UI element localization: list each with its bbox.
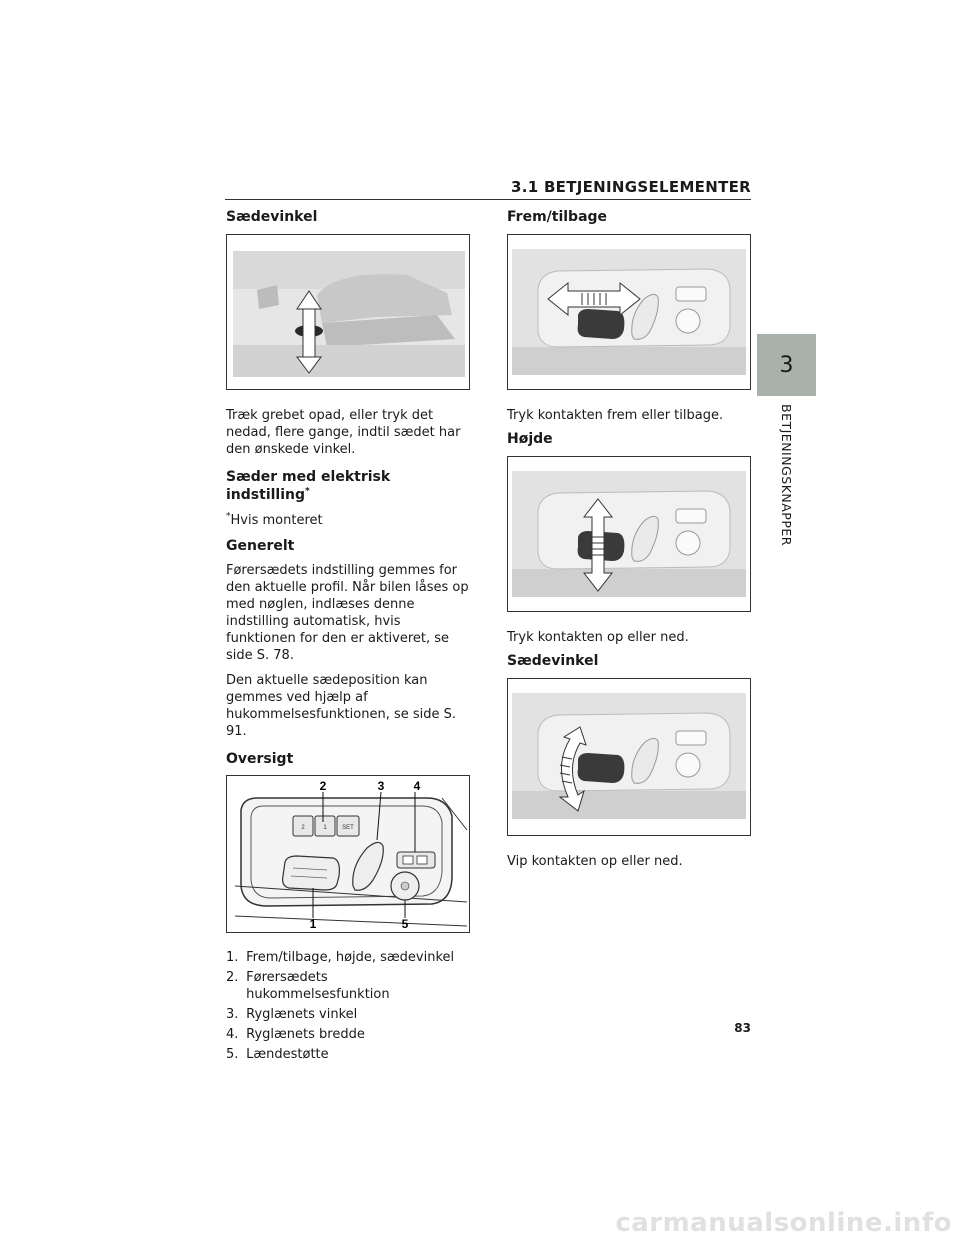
general-heading: Generelt bbox=[226, 538, 295, 554]
height-figure bbox=[507, 456, 751, 612]
watermark: carmanualsonline.info bbox=[615, 1208, 952, 1238]
page-number: 83 bbox=[734, 1021, 751, 1035]
list-item: 2. Førersædets hukommelsesfunktion bbox=[226, 970, 390, 1002]
forward-back-heading: Frem/tilbage bbox=[507, 209, 608, 225]
chapter-tab bbox=[757, 334, 816, 396]
electric-seats-heading: Sæder med elektrisk indstilling* bbox=[226, 469, 391, 503]
footnote: *Hvis monteret bbox=[226, 511, 323, 528]
general-paragraph-2: Den aktuelle sædeposition kan gemmes ved hjælp af hukommelsesfunktionen, se side S. 91. bbox=[226, 673, 457, 739]
panel-button-2: 2 bbox=[301, 825, 305, 831]
seat-angle-switch-text: Vip kontakten op eller ned. bbox=[507, 854, 683, 869]
list-item: 4. Ryglænets bredde bbox=[226, 1027, 365, 1042]
seat-angle-text: Træk grebet opad, eller tryk det nedad, flere gange, indtil sædet har den ønskede vinkel. bbox=[226, 408, 461, 457]
panel-button-set: SET bbox=[342, 825, 354, 831]
seat-angle-switch-figure bbox=[507, 678, 751, 836]
overview-heading: Oversigt bbox=[226, 751, 294, 767]
right-column bbox=[507, 208, 751, 870]
chapter-number: 3 bbox=[779, 352, 794, 378]
height-heading: Højde bbox=[507, 431, 553, 447]
height-text: Tryk kontakten op eller ned. bbox=[507, 630, 689, 645]
section-header: 3.1 BETJENINGSELEMENTER bbox=[510, 178, 751, 196]
callout-3: 3 bbox=[377, 779, 385, 793]
list-item: 5. Lændestøtte bbox=[226, 1047, 329, 1062]
general-paragraph-1: Førersædets indstilling gemmes for den aktuelle profil. Når bilen låses op med nøglen, indlæses denne indstilling automatisk, hvis funktionen for den er aktiveret, se side S. 78. bbox=[226, 563, 469, 663]
asterisk-marker: * bbox=[305, 486, 310, 497]
seat-angle-heading-right: Sædevinkel bbox=[507, 653, 599, 669]
seat-angle-heading: Sædevinkel bbox=[226, 209, 318, 225]
callout-5: 5 bbox=[401, 917, 409, 931]
callout-1: 1 bbox=[309, 917, 317, 931]
left-column bbox=[226, 208, 470, 1066]
seat-angle-lever-figure bbox=[226, 234, 470, 390]
chapter-tab-label: BETJENINGSKNAPPER bbox=[779, 404, 794, 546]
panel-button-1: 1 bbox=[323, 825, 327, 831]
overview-list bbox=[226, 949, 470, 1063]
header-rule bbox=[225, 199, 751, 200]
forward-back-figure bbox=[507, 234, 751, 390]
overview-figure bbox=[226, 775, 470, 933]
callout-2: 2 bbox=[319, 779, 327, 793]
list-item: 1. Frem/tilbage, højde, sædevinkel bbox=[226, 950, 455, 965]
forward-back-text: Tryk kontakten frem eller tilbage. bbox=[507, 408, 724, 423]
list-item: 3. Ryglænets vinkel bbox=[226, 1007, 358, 1022]
callout-4: 4 bbox=[413, 779, 421, 793]
